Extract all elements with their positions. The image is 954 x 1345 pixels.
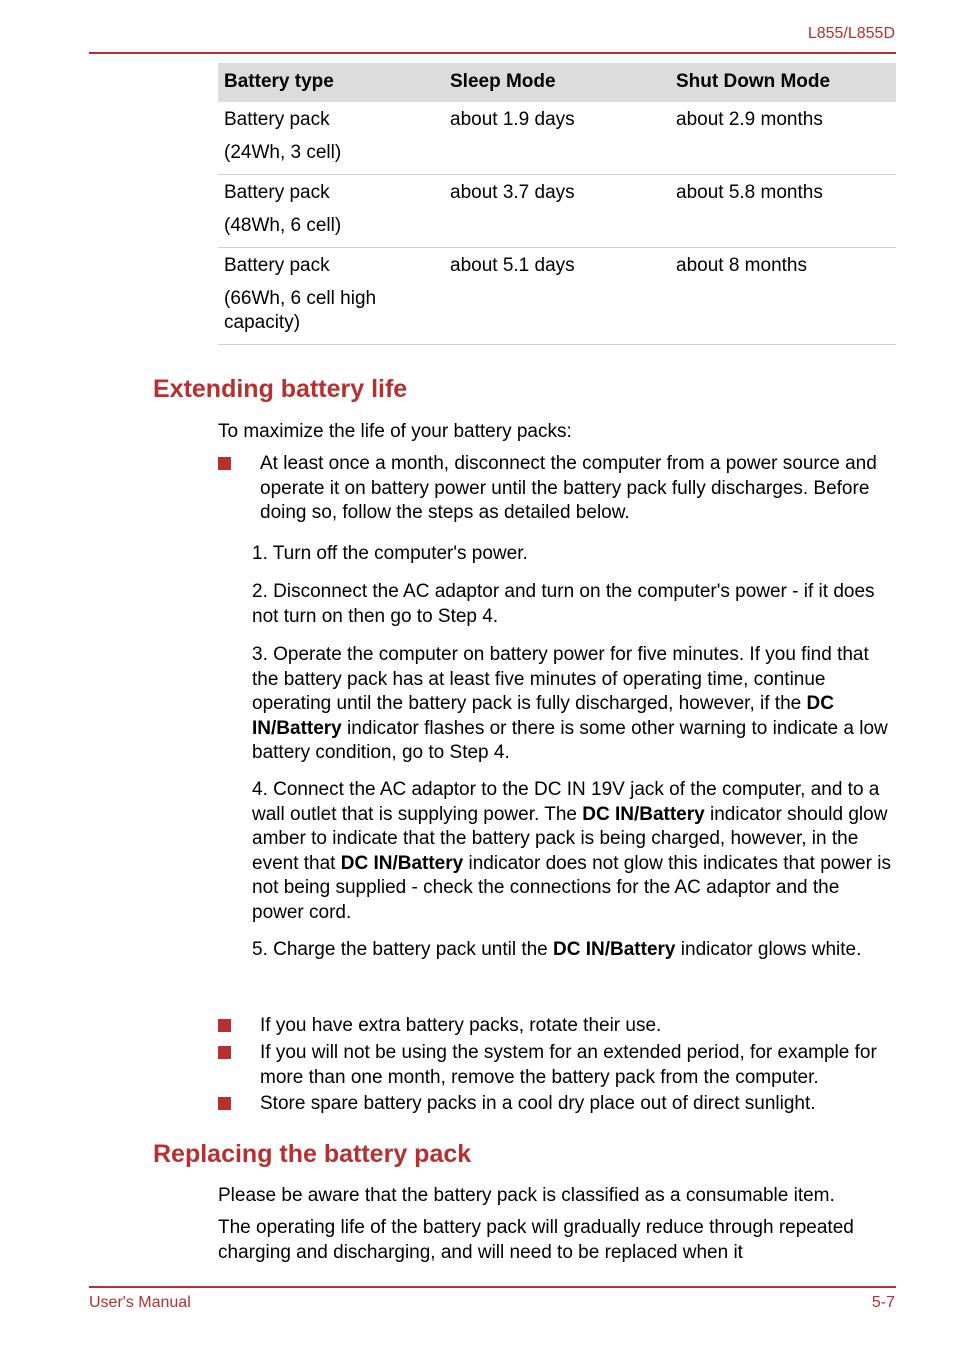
replacing-paragraph-1: Please be aware that the battery pack is classified as a consumable item.: [218, 1185, 835, 1206]
section-heading-extending: Extending battery life: [153, 375, 408, 403]
table-header-row: [218, 63, 896, 102]
bullet-text: At least once a month, disconnect the computer from a power source and operate it on battery power until the battery pack fully discharges. Before doing so, follow the steps as detailed below.: [260, 453, 877, 523]
footer-rule: [89, 1286, 896, 1288]
col-header-shutdown-mode: Shut Down Mode: [670, 63, 896, 102]
table-row: [218, 175, 896, 248]
cell-text: (24Wh, 3 cell): [224, 142, 342, 163]
intro-text: To maximize the life of your battery packs:: [218, 421, 572, 442]
list-item: [218, 1014, 898, 1039]
cell-battery-type: [218, 175, 444, 248]
bullet-text: Store spare battery packs in a cool dry place out of direct sunlight.: [260, 1093, 816, 1114]
cell-sleep: about 3.7 days: [444, 175, 670, 248]
cell-shutdown: about 8 months: [670, 248, 896, 345]
step-1: 1. Turn off the computer's power.: [252, 543, 528, 564]
bullet-square-icon: [218, 457, 231, 470]
section-heading-replacing: Replacing the battery pack: [153, 1140, 472, 1168]
bullet-text: If you have extra battery packs, rotate their use.: [260, 1015, 662, 1036]
cell-sleep: about 1.9 days: [444, 102, 670, 175]
step-text: 4. Connect the AC adaptor to the DC IN 19V jack of the computer, and to a wall outlet that is supplying power. The: [252, 779, 880, 825]
indicator-name: DC IN/Battery: [553, 939, 676, 960]
indicator-name: DC IN/Battery: [252, 693, 834, 739]
step-2: 2. Disconnect the AC adaptor and turn on the computer's power - if it does not turn on then go to Step 4.: [252, 581, 875, 627]
cell-sleep: about 5.1 days: [444, 248, 670, 345]
battery-table: [218, 63, 896, 345]
header-rule: [89, 52, 896, 54]
cell-shutdown: about 5.8 months: [670, 175, 896, 248]
step-text: 5. Charge the battery pack until the: [252, 939, 554, 960]
cell-shutdown: about 2.9 months: [670, 102, 896, 175]
bullet-square-icon: [218, 1019, 231, 1032]
cell-text: (66Wh, 6 cell high capacity): [224, 288, 377, 333]
step-text: 3. Operate the computer on battery power for five minutes. If you find that the battery pack has at least five minutes of operating time, continue operating until the battery pack is fully discharged, however, if the: [252, 644, 869, 714]
cell-text: Battery pack: [224, 255, 330, 276]
bullet-square-icon: [218, 1046, 231, 1059]
list-item: [218, 1092, 898, 1117]
step-5: [252, 938, 894, 963]
header-model: L855/L855D: [807, 25, 895, 42]
cell-text: (48Wh, 6 cell): [224, 215, 342, 236]
list-item: [218, 452, 898, 526]
table-row: [218, 102, 896, 175]
bullet-square-icon: [218, 1097, 231, 1110]
replacing-paragraph-2: The operating life of the battery pack will gradually reduce through repeated charging and discharging, and will need to be replaced when it: [218, 1217, 854, 1263]
footer-manual-title: User's Manual: [89, 1294, 191, 1311]
step-text: indicator should glow amber to indicate that the battery pack is being charged, however, in the event that: [252, 803, 888, 874]
step-text: indicator does not glow this indicates that power is not being supplied - check the connections for the AC adaptor and the power cord.: [252, 852, 891, 923]
page-number: 5-7: [871, 1294, 895, 1311]
bullet-text: If you will not be using the system for an extended period, for example for more than one month, remove the battery pack from the computer.: [260, 1042, 877, 1088]
cell-text: Battery pack: [224, 109, 330, 130]
cell-battery-type: [218, 248, 444, 345]
cell-text: Battery pack: [224, 182, 330, 203]
col-header-sleep-mode: Sleep Mode: [444, 63, 670, 102]
step-3: [252, 643, 894, 766]
step-text: indicator flashes or there is some other warning to indicate a low battery condition, go to Step 4.: [252, 717, 888, 763]
col-header-battery-type: Battery type: [218, 63, 444, 102]
indicator-name: DC IN/Battery: [340, 852, 464, 874]
step-text: indicator glows white.: [675, 939, 862, 960]
step-4: [252, 778, 894, 925]
cell-battery-type: [218, 102, 444, 175]
indicator-name: DC IN/Battery: [582, 803, 705, 825]
list-item: [218, 1041, 898, 1090]
table-row: [218, 248, 896, 345]
